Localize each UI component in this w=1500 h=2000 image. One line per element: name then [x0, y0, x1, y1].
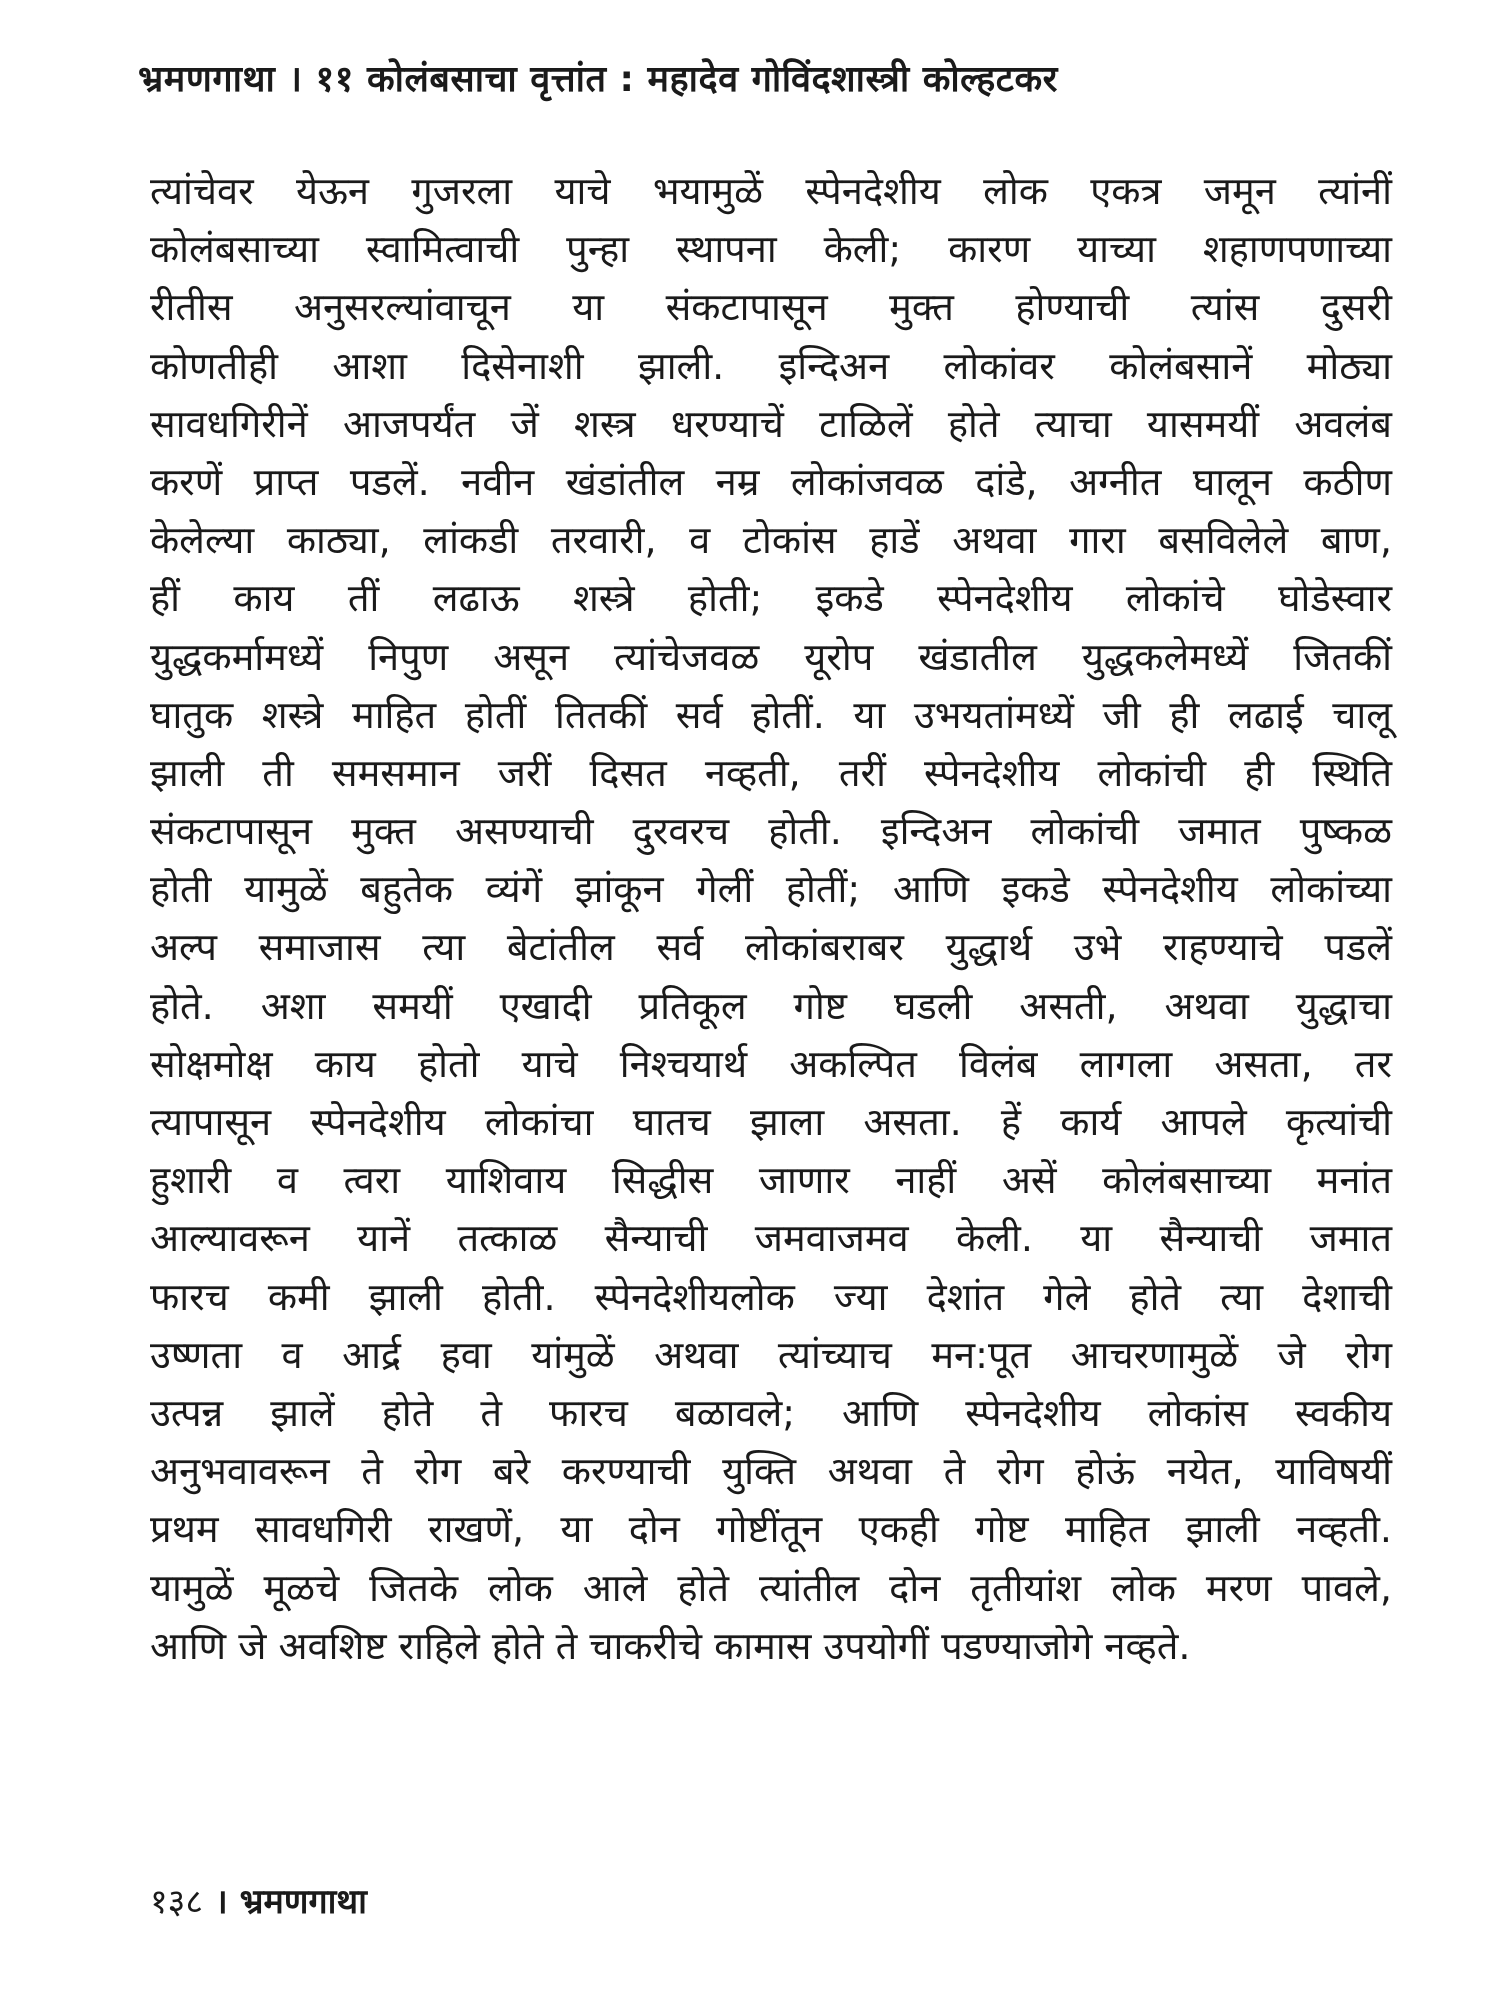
text-line: यामुळें मूळचे जितके लोक आले होते त्यांतील दोन तृतीयांश लोक मरण पावले, [150, 1565, 1392, 1610]
text-line: सावधगिरीनें आजपर्यंत जें शस्त्र धरण्याचें टाळिलें होते त्याचा यासमयीं अवलंब [150, 401, 1392, 446]
text-line: घातुक शस्त्रे माहित होतीं तितकीं सर्व होतीं. या उभयतांमध्यें जी ही लढाई चालू [150, 692, 1392, 737]
body-text [150, 162, 1392, 1675]
running-header: भ्रमणगाथा । ११ कोलंबसाचा वृत्तांत : महादेव गोविंदशास्त्री कोल्हटकर [138, 59, 1058, 100]
running-footer [150, 1880, 367, 1924]
text-line: सोक्षमोक्ष काय होतो याचे निश्चयार्थ अकल्पित विलंब लागला असता, तर [150, 1041, 1392, 1086]
text-line: केलेल्या काठ्या, लांकडी तरवारी, व टोकांस हाडें अथवा गारा बसविलेले बाण, [150, 518, 1392, 563]
text-line: झाली ती समसमान जरीं दिसत नव्हती, तरीं स्पेनदेशीय लोकांची ही स्थिति [150, 750, 1392, 795]
text-line-last: आणि जे अवशिष्ट राहिले होते ते चाकरीचे कामास उपयोगीं पडण्याजोगे नव्हते. [150, 1623, 1191, 1668]
text-line: अल्प समाजास त्या बेटांतील सर्व लोकांबराबर युद्धार्थ उभे राहण्याचे पडलें [150, 925, 1392, 970]
text-line: त्यापासून स्पेनदेशीय लोकांचा घातच झाला असता. हें कार्य आपले कृत्यांची [150, 1100, 1392, 1144]
text-line: फारच कमी झाली होती. स्पेनदेशीयलोक ज्या देशांत गेले होते त्या देशाची [150, 1274, 1392, 1319]
footer-separator: । [214, 1882, 228, 1922]
text-line: युद्धकर्मामध्यें निपुण असून त्यांचेजवळ यूरोप खंडातील युद्धकलेमध्यें जितकीं [150, 634, 1392, 679]
text-line: होती यामुळें बहुतेक व्यंगें झांकून गेलीं होतीं; आणि इकडे स्पेनदेशीय लोकांच्या [150, 867, 1392, 912]
text-line: हीं काय तीं लढाऊ शस्त्रे होती; इकडे स्पेनदेशीय लोकांचे घोडेस्वार [150, 576, 1392, 621]
text-line: उत्पन्न झालें होते ते फारच बळावले; आणि स्पेनदेशीय लोकांस स्वकीय [150, 1390, 1392, 1435]
text-line: प्रथम सावधगिरी राखणें, या दोन गोष्टींतून एकही गोष्ट माहित झाली नव्हती. [150, 1507, 1392, 1552]
text-line: संकटापासून मुक्त असण्याची दुरवरच होती. इन्दिअन लोकांची जमात पुष्कळ [150, 809, 1392, 854]
text-line: कोलंबसाच्या स्वामित्वाची पुन्हा स्थापना केली; कारण याच्या शहाणपणाच्या [150, 227, 1392, 272]
text-line: त्यांचेवर येऊन गुजरला याचे भयामुळें स्पेनदेशीय लोक एकत्र जमून त्यांनीं [150, 169, 1392, 213]
text-line: उष्णता व आर्द्र हवा यांमुळें अथवा त्यांच्याच मन:पूत आचरणामुळें जे रोग [150, 1332, 1392, 1377]
text-line: रीतीस अनुसरल्यांवाचून या संकटापासून मुक्त होण्याची त्यांस दुसरी [150, 285, 1392, 330]
footer-book-title: भ्रमणगाथा [239, 1882, 367, 1922]
text-line: हुशारी व त्वरा याशिवाय सिद्धीस जाणार नाहीं असें कोलंबसाच्या मनांत [150, 1158, 1392, 1203]
page-number: १३८ [150, 1882, 204, 1922]
text-line: अनुभवावरून ते रोग बरे करण्याची युक्ति अथवा ते रोग होऊं नयेत, याविषयीं [150, 1449, 1392, 1494]
text-line: कोणतीही आशा दिसेनाशी झाली. इन्दिअन लोकांवर कोलंबसानें मोठ्या [150, 343, 1392, 388]
text-line: आल्यावरून यानें तत्काळ सैन्याची जमवाजमव केली. या सैन्याची जमात [150, 1216, 1392, 1261]
text-line: करणें प्राप्त पडलें. नवीन खंडांतील नम्र लोकांजवळ दांडे, अग्नीत घालून कठीण [150, 459, 1392, 504]
text-line: होते. अशा समयीं एखादी प्रतिकूल गोष्ट घडली असती, अथवा युद्धाचा [150, 983, 1392, 1028]
